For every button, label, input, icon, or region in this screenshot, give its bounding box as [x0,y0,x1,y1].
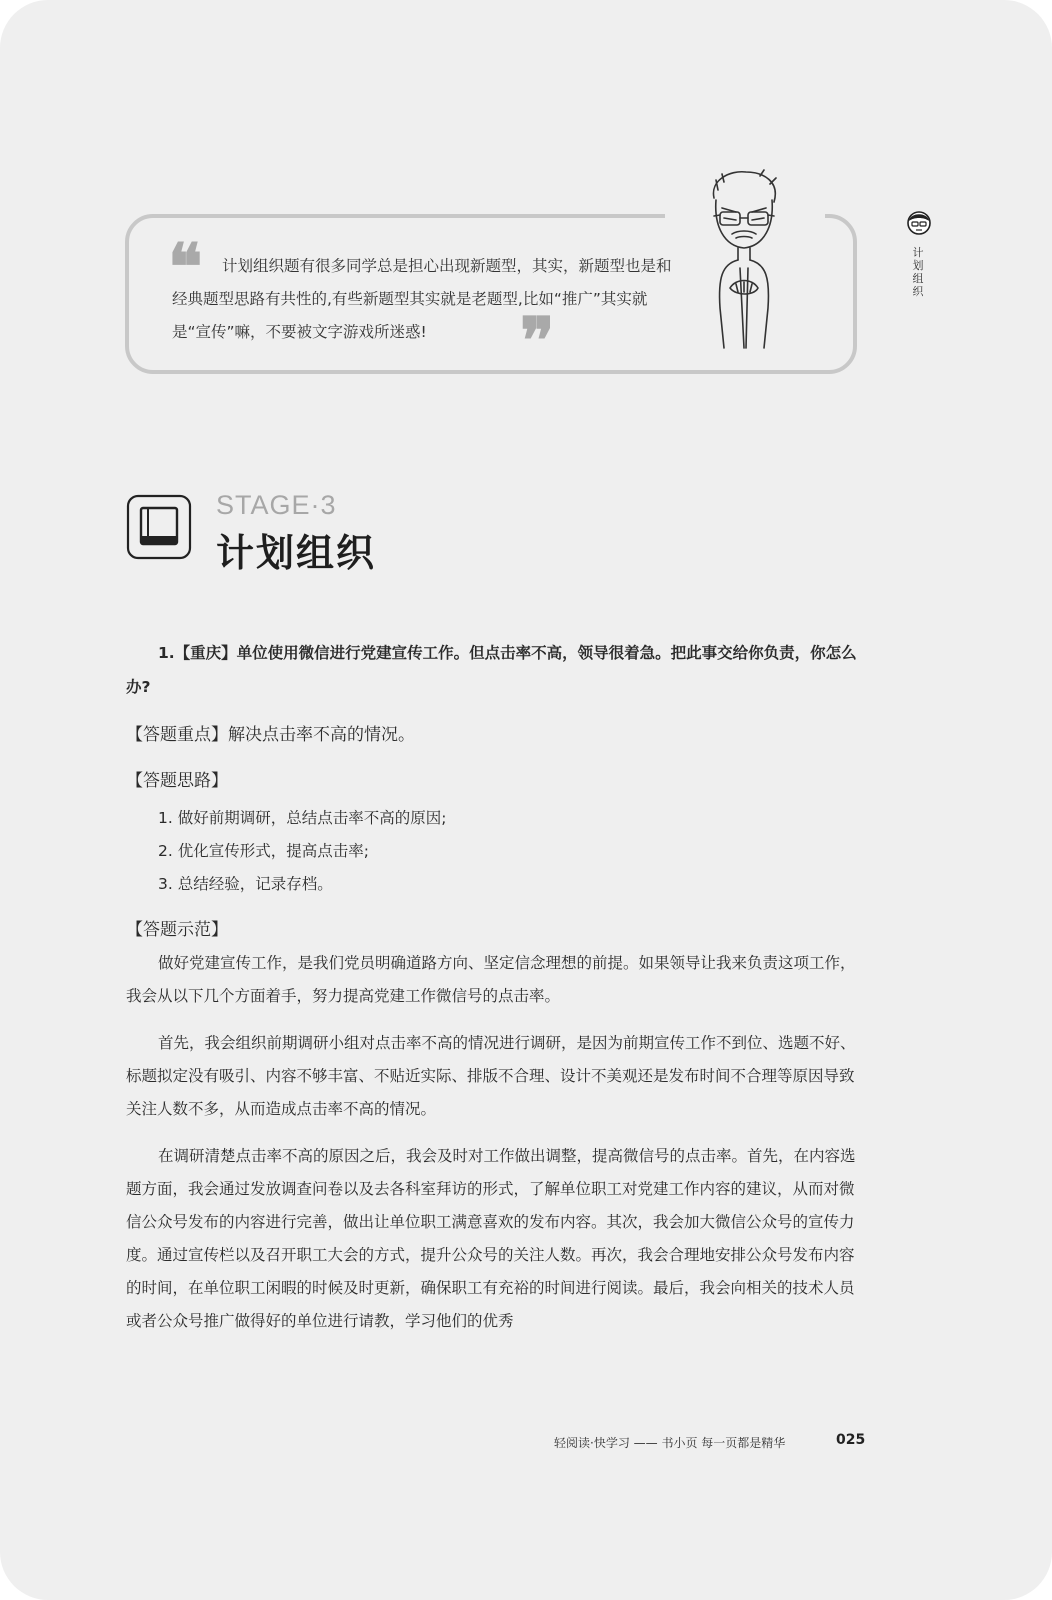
focus-section [126,718,858,752]
list-item: 2. 优化宣传形式，提高点击率; [158,842,369,860]
stage-label: STAGE·3 [216,490,337,520]
list-item: 1. 做好前期调研，总结点击率不高的原因; [158,809,447,827]
side-tab-label: 计划组织 [912,246,924,298]
approach-steps [158,802,858,901]
page-number: 025 [836,1432,866,1448]
stage-title: 计划组织 [216,531,377,575]
focus-text: 解决点击率不高的情况。 [228,725,415,745]
quote-text: 计划组织题有很多同学总是担心出现新题型，其实，新题型也是和经典题型思路有共性的,有些新题型其实就是老题型,比如“推广”其实就是“宣传”嘛，不要被文字游戏所迷惑! [172,257,672,341]
example-paragraph: 首先，我会组织前期调研小组对点击率不高的情况进行调研，是因为前期宣传工作不到位、选题不好、标题拟定没有吸引、内容不够丰富、不贴近实际、排版不合理、设计不美观还是发布时间不合理等原因导致关注人数不多，从而造成点击率不高的情况。 [126,1034,856,1118]
close-quote-icon: ❞ [520,304,555,379]
approach-heading: 【答题思路】 [126,771,228,791]
example-paragraph: 在调研清楚点击率不高的原因之后，我会及时对工作做出调整，提高微信号的点击率。首先，在内容选题方面，我会通过发放调查问卷以及去各科室拜访的形式，了解单位职工对党建工作内容的建议，从而对微信公众号发布的内容进行完善，做出让单位职工满意喜欢的发布内容。其次，我会加大微信公众号的宣传力度。通过宣传栏以及召开职工大会的方式，提升公众号的关注人数。再次，我会合理地安排公众号发布内容的时间，在单位职工闲暇的时候及时更新，确保职工有充裕的时间进行阅读。最后，我会向相关的技术人员或者公众号推广做得好的单位进行请教，学习他们的优秀 [126,1147,856,1330]
book-icon [126,494,192,560]
teacher-illustration [700,168,790,353]
article-body [126,636,858,1338]
footer-slogan: 轻阅读·快学习 —— 书小页 每一页都是精华 [554,1436,786,1450]
question-text: 1.【重庆】单位使用微信进行党建宣传工作。但点击率不高，领导很着急。把此事交给你负责，你怎么办? [126,644,857,696]
open-quote-icon: ❝ [168,230,203,305]
example-paragraph: 做好党建宣传工作，是我们党员明确道路方向、坚定信念理想的前提。如果领导让我来负责这项工作，我会从以下几个方面着手，努力提高党建工作微信号的点击率。 [126,954,856,1005]
focus-heading: 【答题重点】 [126,725,228,745]
side-avatar-icon [906,210,932,236]
list-item: 3. 总结经验，记录存档。 [158,875,333,893]
example-heading: 【答题示范】 [126,920,228,940]
